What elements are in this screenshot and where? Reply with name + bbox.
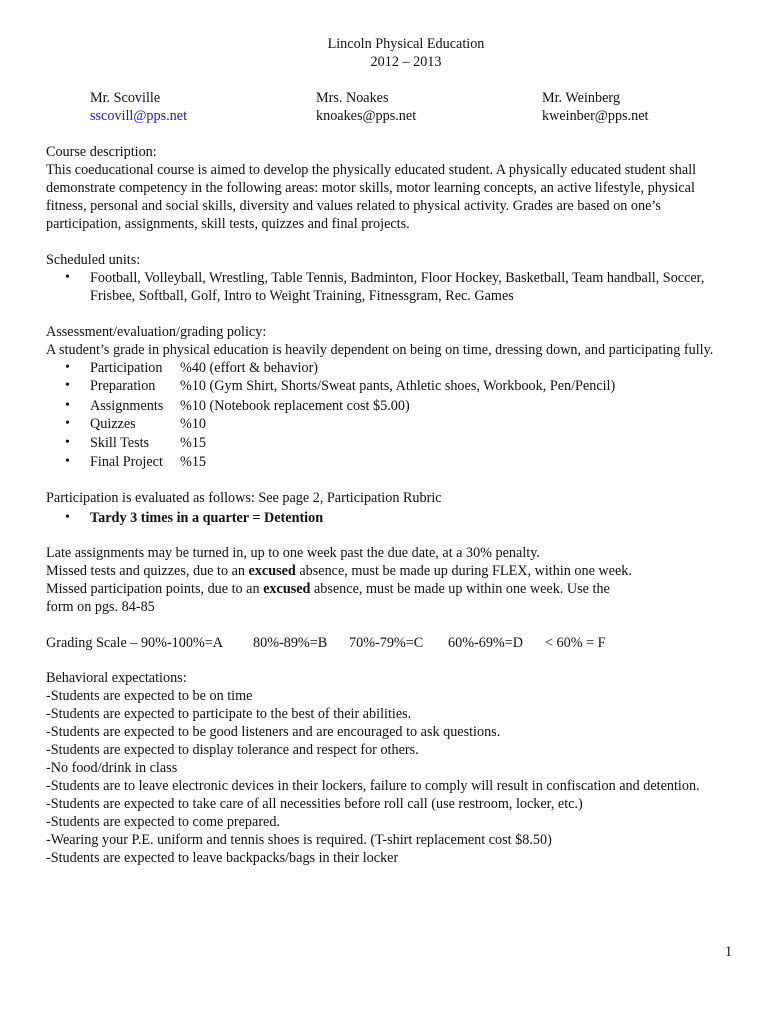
late-policy-line: Late assignments may be turned in, up to one week past the due date, at a 30% penalty.	[46, 545, 540, 561]
behavior-item: -Students are expected to take care of all necessities before roll call (use restroom, locker, etc.)	[46, 796, 583, 812]
grade-item-name: Participation	[90, 360, 163, 376]
grade-item-value: %10 (Gym Shirt, Shorts/Sweat pants, Athletic shoes, Workbook, Pen/Pencil)	[180, 378, 616, 394]
missed-tests-text: absence, must be made up during FLEX, within one week.	[295, 563, 632, 579]
bullet-icon: •	[65, 360, 70, 375]
excused-emphasis: excused	[263, 581, 311, 597]
grading-scale-c: 70%-79%=C	[349, 635, 424, 651]
bullet-icon: •	[65, 454, 70, 469]
missed-participation-text: absence, must be made up within one week. Use the	[310, 581, 610, 597]
units-line: Football, Volleyball, Wrestling, Table Tennis, Badminton, Floor Hockey, Basketball, Team handball, Soccer,	[90, 270, 705, 286]
teacher-email-3: kweinber@pps.net	[542, 108, 649, 124]
missed-participation-line	[46, 580, 610, 598]
teacher-email-link-1[interactable]: sscovill@pps.net	[90, 108, 188, 124]
bullet-icon: •	[65, 510, 70, 525]
behavior-item: -Students are expected to be on time	[46, 688, 253, 704]
teacher-email-2: knoakes@pps.net	[316, 108, 417, 124]
teacher-name-2: Mrs. Noakes	[316, 90, 389, 106]
grade-item-name: Quizzes	[90, 416, 136, 432]
behavior-item: -Students are expected to participate to the best of their abilities.	[46, 706, 412, 722]
bullet-icon: •	[65, 435, 70, 450]
grading-scale-d: 60%-69%=D	[448, 635, 523, 651]
page-number: 1	[725, 944, 733, 960]
grade-item-name: Final Project	[90, 454, 163, 470]
teacher-name-3: Mr. Weinberg	[542, 90, 620, 106]
grading-scale-b: 80%-89%=B	[253, 635, 328, 651]
grading-scale-f: < 60% = F	[545, 635, 606, 651]
units-line: Frisbee, Softball, Golf, Intro to Weight Training, Fitnessgram, Rec. Games	[90, 288, 514, 304]
grade-item-value: %15	[180, 454, 207, 470]
grading-scale-a: Grading Scale – 90%-100%=A	[46, 635, 224, 651]
missed-tests-text: Missed tests and quizzes, due to an	[46, 563, 249, 579]
missed-participation-text: Missed participation points, due to an	[46, 581, 264, 597]
grade-item-value: %10 (Notebook replacement cost $5.00)	[180, 398, 410, 414]
behavior-item: -Students are expected to be good listeners and are encouraged to ask questions.	[46, 724, 501, 740]
course-line: demonstrate competency in the following areas: motor skills, motor learning concepts, an active lifestyle, physical	[46, 180, 695, 196]
course-line: participation, assignments, skill tests, quizzes and final projects.	[46, 216, 410, 232]
assessment-heading: Assessment/evaluation/grading policy:	[46, 324, 267, 340]
form-reference: form on pgs. 84-85	[46, 599, 155, 615]
bullet-icon: •	[65, 270, 70, 285]
missed-tests-line	[46, 562, 632, 580]
course-line: fitness, personal and social skills, diversity and values related to physical activity. Grades are based on one’s	[46, 198, 661, 214]
excused-emphasis: excused	[248, 563, 296, 579]
behavior-item: -Wearing your P.E. uniform and tennis shoes is required. (T-shirt replacement cost $8.50)	[46, 832, 552, 848]
behavior-item: -Students are expected to leave backpacks/bags in their locker	[46, 850, 399, 866]
doc-year: 2012 – 2013	[370, 54, 442, 70]
behavior-item: -Students are expected to come prepared.	[46, 814, 280, 830]
course-heading: Course description:	[46, 144, 157, 160]
grade-item-name: Preparation	[90, 378, 156, 394]
grade-item-value: %40 (effort & behavior)	[180, 360, 319, 376]
doc-title: Lincoln Physical Education	[327, 36, 485, 52]
tardy-policy: Tardy 3 times in a quarter = Detention	[90, 510, 324, 526]
participation-line: Participation is evaluated as follows: See page 2, Participation Rubric	[46, 490, 442, 506]
behavior-item: -Students are expected to display tolerance and respect for others.	[46, 742, 419, 758]
behavior-item: -No food/drink in class	[46, 760, 178, 776]
grade-item-name: Skill Tests	[90, 435, 150, 451]
bullet-icon: •	[65, 378, 70, 393]
course-line: This coeducational course is aimed to develop the physically educated student. A physically educated student shall	[46, 162, 697, 178]
units-heading: Scheduled units:	[46, 252, 141, 268]
teacher-name-1: Mr. Scoville	[90, 90, 161, 106]
behavior-item: -Students are to leave electronic devices in their lockers, failure to comply will result in confiscation and detention.	[46, 778, 700, 794]
grade-item-name: Assignments	[90, 398, 164, 414]
grade-item-value: %10	[180, 416, 207, 432]
bullet-icon: •	[65, 416, 70, 431]
behavior-heading: Behavioral expectations:	[46, 670, 187, 686]
assessment-intro: A student’s grade in physical education is heavily dependent on being on time, dressing down, and participating fully.	[46, 342, 714, 358]
bullet-icon: •	[65, 398, 70, 413]
grade-item-value: %15	[180, 435, 207, 451]
